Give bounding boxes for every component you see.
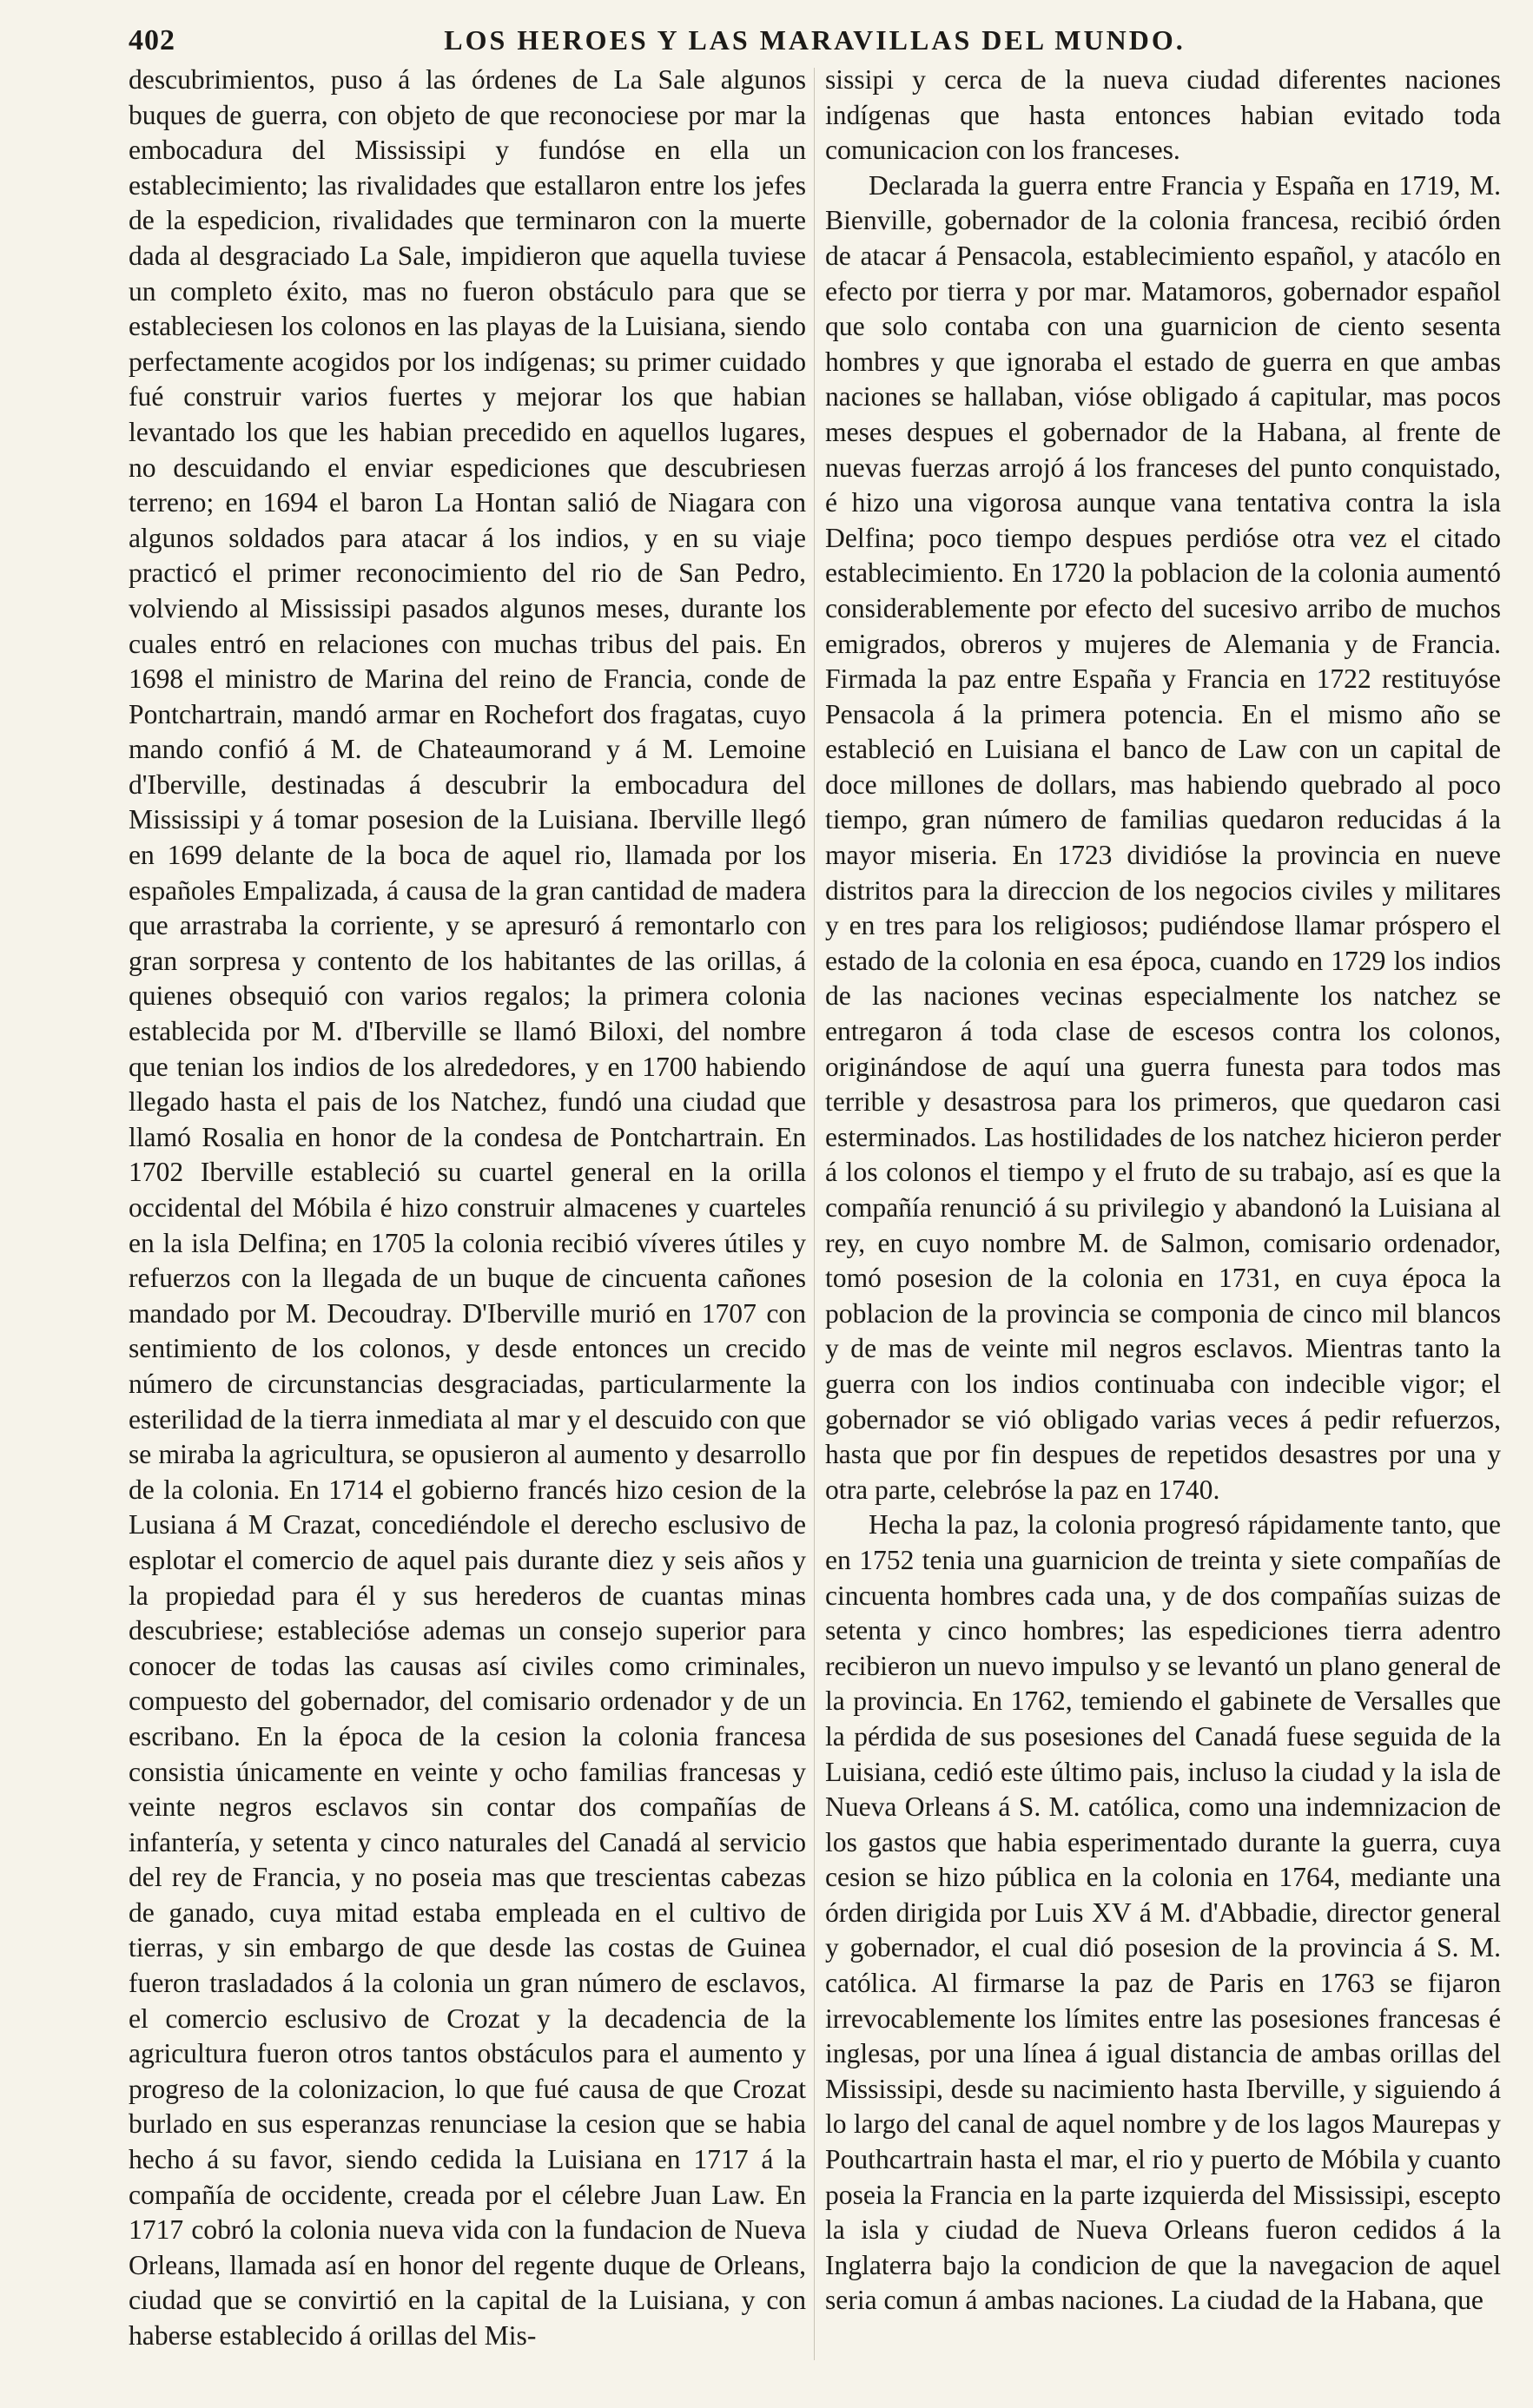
left-column <box>129 63 806 2354</box>
left-paragraph-1: descubrimientos, puso á las órdenes de La Sale algunos buques de guerra, con objeto de que reconociese por mar la embocadura del Mississipi y fundóse en ella un establecimiento; las rivalidades que estallaron entre los jefes de la espedicion, rivalidades que terminaron con la muerte dada al desgraciado La Sale, impidieron que aquella tuviese un completo éxito, mas no fueron obstáculo para que se estableciesen los colonos en las playas de la Luisiana, siendo perfectamente acogidos por los indígenas; su primer cuidado fué construir varios fuertes y mejorar los que habian levantado los que les habian precedido en aquellos lugares, no descuidando el enviar espediciones que descubriesen terreno; en 1694 el baron La Hontan salió de Niagara con algunos soldados para atacar á los indios, y en su viaje practicó el primer reconocimiento del rio de San Pedro, volviendo al Mississipi pasados algunos meses, durante los cuales entró en relaciones con muchas tribus del pais. En 1698 el ministro de Marina del reino de Francia, conde de Pontchartrain, mandó armar en Rochefort dos fragatas, cuyo mando confió á M. de Chateaumorand y á M. Lemoine d'Iberville, destinadas á descubrir la embocadura del Mississipi y á tomar posesion de la Luisiana. Iberville llegó en 1699 delante de la boca de aquel rio, llamada por los españoles Empalizada, á causa de la gran cantidad de madera que arrastraba la corriente, y se apresuró á remontarlo con gran sorpresa y contento de los habitantes de las orillas, á quienes obsequió con varios regalos; la primera colonia establecida por M. d'Iberville se llamó Biloxi, del nombre que tenian los indios de los alrededores, y en 1700 habiendo llegado hasta el pais de los Natchez, fundó una ciudad que llamó Rosalia en honor de la condesa de Pontchartrain. En 1702 Iberville estableció su cuartel general en la orilla occidental del Móbila é hizo construir almacenes y cuarteles en la isla Delfina; en 1705 la colonia recibió víveres útiles y refuerzos con la llegada de un buque de cincuenta cañones mandado por M. Decoudray. D'Iberville murió en 1707 con sentimiento de los colonos, y desde entonces un crecido número de circunstancias desgraciadas, particularmente la esterilidad de la tierra inmediata al mar y el descuido con que se miraba la agricultura, se opusieron al aumento y desarrollo de la colonia. En 1714 el gobierno francés hizo cesion de la Lusiana á M Crazat, concediéndole el derecho esclusivo de esplotar el comercio de aquel pais durante diez y seis años y la propiedad para él y sus herederos de cuantas minas descubriese; establecióse ademas un consejo superior para conocer de todas las causas así civiles como criminales, compuesto del gobernador, del comisario ordenador y de un escribano. En la época de la cesion la colonia francesa consistia únicamente en veinte y ocho familias francesas y veinte negros esclavos sin contar dos compañías de infantería, y setenta y cinco naturales del Canadá al servicio del rey de Francia, y no poseia mas que trescientas cabezas de ganado, cuya mitad estaba empleada en el cultivo de tierras, y sin embargo de que desde las costas de Guinea fueron trasladados á la colonia un gran número de esclavos, el comercio esclusivo de Crozat y la decadencia de la agricultura fueron otros tantos obstáculos para el aumento y progreso de la colonizacion, lo que fué causa de que Crozat burlado en sus esperanzas renunciase la cesion que se habia hecho á su favor, siendo cedida la Luisiana en 1717 á la compañía de occidente, creada por el célebre Juan Law. En 1717 cobró la colonia nueva vida con la fundacion de Nueva Orleans, llamada así en honor del regente duque de Orleans, ciudad que se convirtió en la capital de la Luisiana, y con haberse establecido á orillas del Mis- <box>129 64 806 2351</box>
page-header <box>129 24 1501 68</box>
right-paragraph-1: sissipi y cerca de la nueva ciudad diferentes naciones indígenas que hasta entonces habian evitado toda comunicacion con los franceses. <box>825 64 1501 166</box>
page-number: 402 <box>129 24 175 56</box>
right-paragraph-3: Hecha la paz, la colonia progresó rápidamente tanto, que en 1752 tenia una guarnicion de treinta y siete compañías de cincuenta hombres cada una, y de dos compañías suizas de setenta y cinco hombres; las espediciones tierra adentro recibieron un nuevo impulso y se levantó un plano general de la provincia. En 1762, temiendo el gabinete de Versalles que la pérdida de sus posesiones del Canadá fuese seguida de la Luisiana, cedió este último pais, incluso la ciudad y la isla de Nueva Orleans á S. M. católica, como una indemnizacion de los gastos que habia esperimentado durante la guerra, cuya cesion se hizo pública en la colonia en 1764, mediante una órden dirigida por Luis XV á M. d'Abbadie, director general y gobernador, el cual dió posesion de la provincia á S. M. católica. Al firmarse la paz de Paris en 1763 se fijaron irrevocablemente los límites entre las posesiones francesas é inglesas, por una línea á igual distancia de ambas orillas del Mississipi, desde su nacimiento hasta Iberville, y siguiendo á lo largo del canal de aquel nombre y de los lagos Maurepas y Pouthcartrain hasta el mar, el rio y puerto de Móbila y cuanto poseia la Francia en la parte izquierda del Mississipi, escepto la isla y ciudad de Nueva Orleans fueron cedidos á la Inglaterra bajo la condicion de que la navegacion de aquel seria comun á ambas naciones. La ciudad de la Habana, que <box>825 1509 1501 2316</box>
column-divider <box>814 68 815 2360</box>
right-paragraph-2: Declarada la guerra entre Francia y España en 1719, M. Bienville, gobernador de la colonia francesa, recibió órden de atacar á Pensacola, establecimiento español, y atacólo en efecto por tierra y por mar. Matamoros, gobernador español que solo contaba con una guarnicion de ciento sesenta hombres y que ignoraba el estado de guerra en que ambas naciones se hallaban, vióse obligado á capitular, mas pocos meses despues el gobernador de la Habana, al frente de nuevas fuerzas arrojó á los franceses del punto conquistado, é hizo una vigorosa aunque vana tentativa contra la isla Delfina; poco tiempo despues perdióse otra vez el citado establecimiento. En 1720 la poblacion de la colonia aumentó considerablemente por efecto del sucesivo arribo de muchos emigrados, obreros y mujeres de Alemania y de Francia. Firmada la paz entre España y Francia en 1722 restituyóse Pensacola á la primera potencia. En el mismo año se estableció en Luisiana el banco de Law con un capital de doce millones de dollars, mas habiendo quebrado al poco tiempo, gran número de familias quedaron reducidas á la mayor miseria. En 1723 dividióse la provincia en nueve distritos para la direccion de los negocios civiles y militares y en tres para los religiosos; pudiéndose llamar próspero el estado de la colonia en esa época, cuando en 1729 los indios de las naciones vecinas especialmente los natchez se entregaron á toda clase de escesos contra los colonos, originándose de aquí una guerra funesta para todos mas terrible y desastrosa para los primeros, que quedaron casi esterminados. Las hostilidades de los natchez hicieron perder á los colonos el tiempo y el fruto de su trabajo, así es que la compañía renunció á su privilegio y abandonó la Luisiana al rey, en cuyo nombre M. de Salmon, comisario ordenador, tomó posesion de la colonia en 1731, en cuya época la poblacion de la provincia se componia de cinco mil blancos y de mas de veinte mil negros esclavos. Mientras tanto la guerra con los indios continuaba con indecible vigor; el gobernador se vió obligado varias veces á pedir refuerzos, hasta que por fin despues de repetidos desastres por una y otra parte, celebróse la paz en 1740. <box>825 169 1501 1505</box>
running-title: LOS HEROES Y LAS MARAVILLAS DEL MUNDO. <box>444 24 1186 56</box>
right-column <box>825 63 1501 2319</box>
